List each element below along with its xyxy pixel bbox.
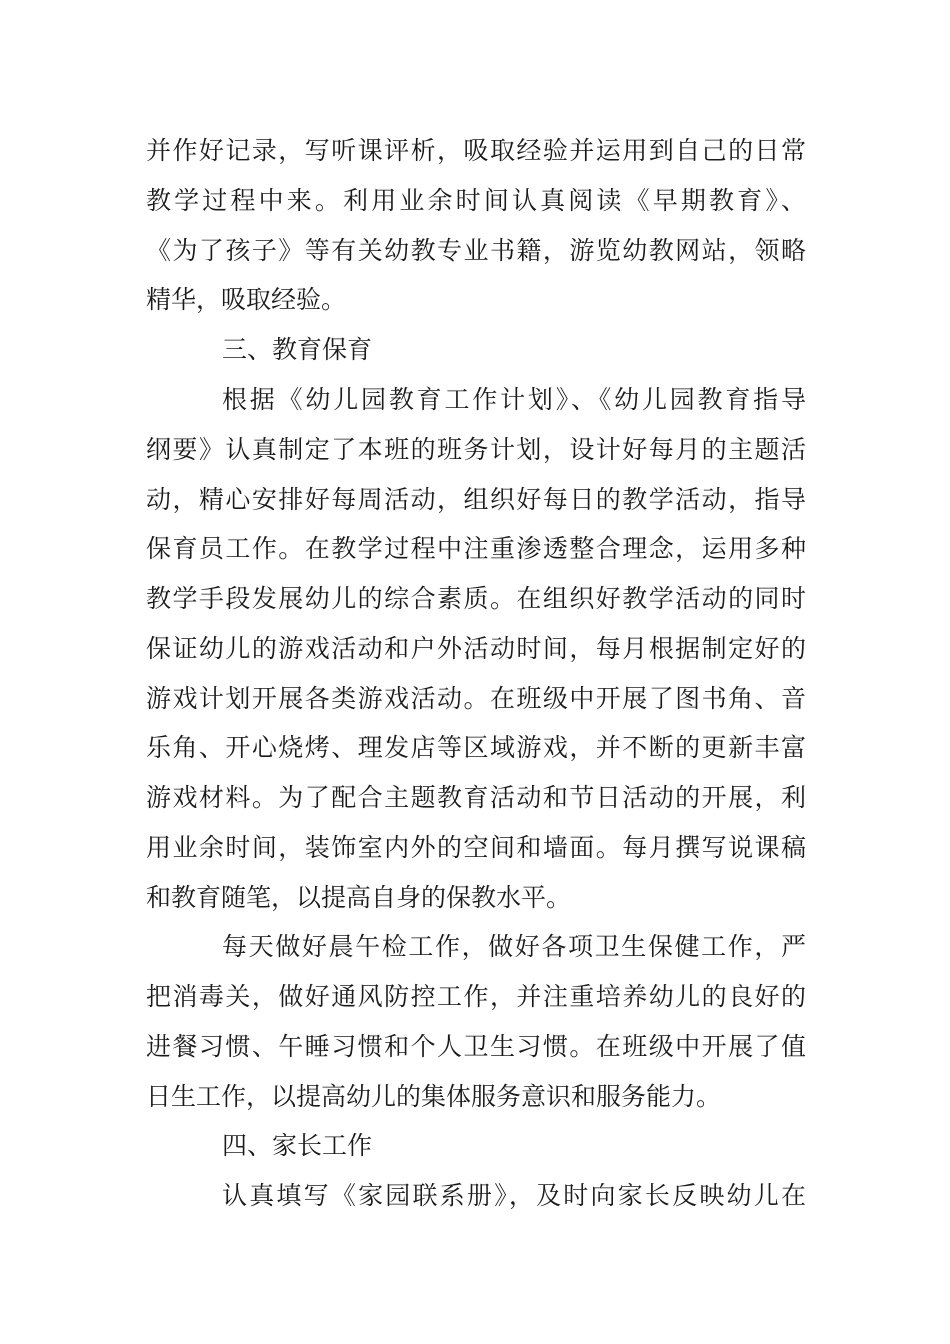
paragraph-line: 乐角、开心烧烤、理发店等区域游戏，并不断的更新丰富 (146, 733, 806, 762)
section-heading: 三、教育保育 (222, 335, 373, 364)
paragraph-line: 每天做好晨午检工作，做好各项卫生保健工作，严 (222, 932, 806, 961)
paragraph-line: 认真填写《家园联系册》，及时向家长反映幼儿在 (222, 1181, 806, 1210)
paragraph-line: 《为了孩子》等有关幼教专业书籍，游览幼教网站，领略 (146, 236, 806, 265)
paragraph-line: 游戏计划开展各类游戏活动。在班级中开展了图书角、音 (146, 684, 806, 713)
paragraph-line: 和教育随笔，以提高自身的保教水平。 (146, 883, 572, 912)
paragraph-line: 并作好记录，写听课评析，吸取经验并运用到自己的日常 (146, 136, 806, 165)
paragraph-line: 精华，吸取经验。 (146, 285, 347, 314)
paragraph-line: 动，精心安排好每周活动，组织好每日的教学活动，指导 (146, 485, 806, 514)
paragraph-line: 游戏材料。为了配合主题教育活动和节日活动的开展，利 (146, 783, 806, 812)
paragraph-line: 纲要》认真制定了本班的班务计划，设计好每月的主题活 (146, 435, 806, 464)
paragraph-line: 保证幼儿的游戏活动和户外活动时间，每月根据制定好的 (146, 634, 806, 663)
paragraph-line: 日生工作，以提高幼儿的集体服务意识和服务能力。 (146, 1082, 722, 1111)
paragraph-line: 把消毒关，做好通风防控工作，并注重培养幼儿的良好的 (146, 982, 806, 1011)
paragraph-line: 进餐习惯、午睡习惯和个人卫生习惯。在班级中开展了值 (146, 1032, 806, 1061)
paragraph-line: 根据《幼儿园教育工作计划》、《幼儿园教育指导 (222, 385, 806, 414)
paragraph-line: 教学过程中来。利用业余时间认真阅读《早期教育》、 (146, 186, 806, 215)
section-heading: 四、家长工作 (222, 1131, 373, 1160)
paragraph-line: 用业余时间，装饰室内外的空间和墙面。每月撰写说课稿 (146, 833, 806, 862)
paragraph-line: 教学手段发展幼儿的综合素质。在组织好教学活动的同时 (146, 584, 806, 613)
paragraph-line: 保育员工作。在教学过程中注重渗透整合理念，运用多种 (146, 534, 806, 563)
